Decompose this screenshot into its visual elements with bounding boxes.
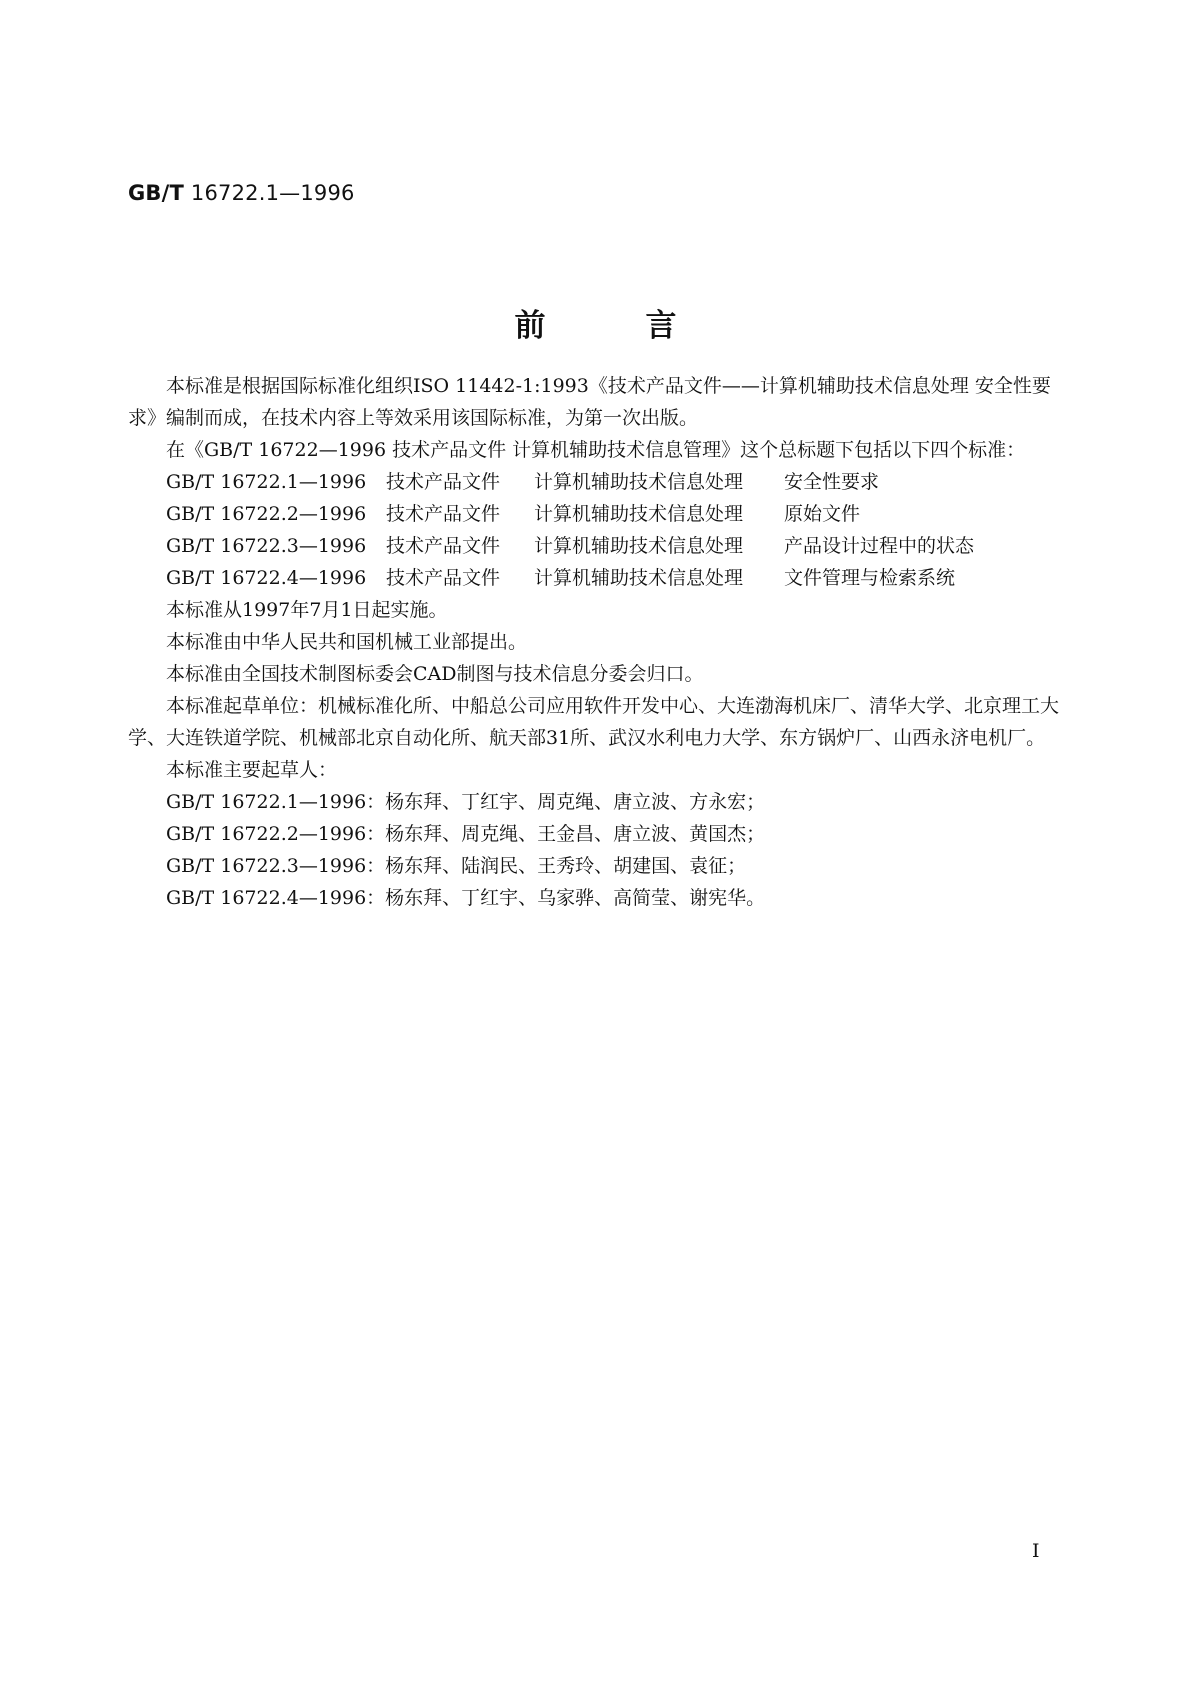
standard-code: GB/T 16722.1—1996: [166, 471, 367, 493]
document-code-prefix: GB/T: [128, 181, 185, 205]
standard-title-part1: 技术产品文件: [386, 535, 501, 557]
statement-responsible-committee: 本标准由全国技术制图标委会CAD制图与技术信息分委会归口。: [166, 663, 704, 685]
standard-title-part2: 计算机辅助技术信息处理: [534, 567, 744, 589]
standard-title-part1: 技术产品文件: [386, 567, 501, 589]
standard-title-part2: 计算机辅助技术信息处理: [534, 503, 744, 525]
standard-title-part3: 产品设计过程中的状态: [784, 535, 975, 557]
standard-title-part2: 计算机辅助技术信息处理: [534, 471, 744, 493]
statement-drafting-units: 本标准起草单位：机械标准化所、中船总公司应用软件开发中心、大连渤海机床厂、清华大学、北京理工大学、大连铁道学院、机械部北京自动化所、航天部31所、武汉水利电力大学、东方锅炉厂、山西永济电机厂。: [128, 695, 1060, 749]
standard-code: GB/T 16722.2—1996: [166, 503, 367, 525]
paragraph-basis: 本标准是根据国际标准化组织ISO 11442-1:1993《技术产品文件——计算机辅助技术信息处理 安全性要求》编制而成，在技术内容上等效采用该国际标准，为第一次出版。: [128, 375, 1051, 429]
drafter-list-item: GB/T 16722.2—1996：杨东拜、周克绳、王金昌、唐立波、黄国杰；: [166, 823, 766, 845]
page-title: 前言: [514, 308, 777, 344]
standard-item: [128, 530, 1063, 562]
standard-item: [128, 562, 1063, 594]
standard-item: [128, 466, 1063, 498]
standard-title-part1: 技术产品文件: [386, 503, 501, 525]
foreword-body: [128, 370, 1063, 914]
drafter-list-item: GB/T 16722.4—1996：杨东拜、丁红宇、乌家骅、高简莹、谢宪华。: [166, 887, 766, 909]
paragraph-series: 在《GB/T 16722—1996 技术产品文件 计算机辅助技术信息管理》这个总标题下包括以下四个标准：: [166, 439, 1026, 461]
standard-item: [128, 498, 1063, 530]
document-code: [128, 181, 355, 205]
standard-code: GB/T 16722.4—1996: [166, 567, 367, 589]
drafter-list-item: GB/T 16722.3—1996：杨东拜、陆润民、王秀玲、胡建国、袁征；: [166, 855, 747, 877]
drafter-list-item: GB/T 16722.1—1996：杨东拜、丁红宇、周克绳、唐立波、方永宏；: [166, 791, 766, 813]
standard-title-part3: 原始文件: [784, 503, 861, 525]
standard-title-part2: 计算机辅助技术信息处理: [534, 535, 744, 557]
standard-title-part1: 技术产品文件: [386, 471, 501, 493]
statement-main-drafters: 本标准主要起草人：: [166, 759, 338, 781]
standard-title-part3: 文件管理与检索系统: [784, 567, 956, 589]
standard-code: GB/T 16722.3—1996: [166, 535, 367, 557]
standard-title-part3: 安全性要求: [784, 471, 880, 493]
statement-proposer: 本标准由中华人民共和国机械工业部提出。: [166, 631, 528, 653]
statement-effective-date: 本标准从1997年7月1日起实施。: [166, 599, 448, 621]
page-number: I: [1032, 1540, 1040, 1562]
document-code-number: 16722.1—1996: [184, 181, 355, 205]
